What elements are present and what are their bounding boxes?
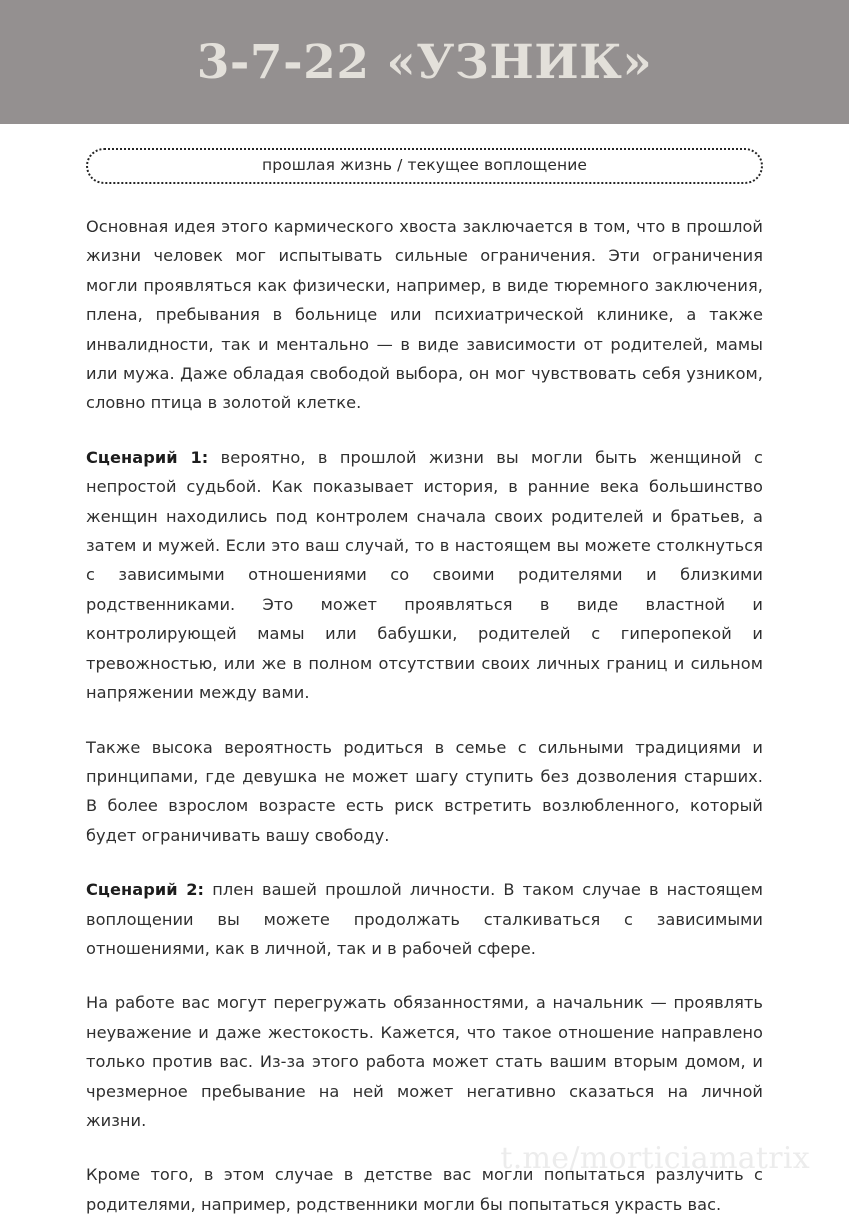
subtitle-badge-label: прошлая жизнь / текущее воплощение — [261, 156, 588, 175]
paragraph-work — [86, 988, 763, 1135]
badge-container — [86, 124, 763, 184]
paragraph-text: Также высока вероятность родиться в семье с сильными традициями и принципами, где девушка не может шагу ступить без дозволения старших. В более взрослом возрасте есть риск встретить возлюбленного, который будет ограничивать вашу свободу. — [86, 737, 763, 845]
paragraph-text: плен вашей прошлой личности. В таком случае в настоящем воплощении вы можете продолжать сталкиваться с зависимыми отношениями, как в личной, так и в рабочей сфере. — [86, 880, 763, 958]
page-title: 3-7-22 «УЗНИК» — [196, 34, 653, 90]
paragraph-text: Основная идея этого кармического хвоста заключается в том, что в прошлой жизни человек мог испытывать сильные ограничения. Эти ограничения могли проявляться как физически, например, в виде тюремного заключения, плена, пребывания в больнице или психиатрической клинике, а также инвалидности, так и ментально — в виде зависимости от родителей, мамы или мужа. Даже обладая свободой выбора, он мог чувствовать себя узником, словно птица в золотой клетке. — [86, 217, 763, 413]
paragraph-lead: Сценарий 1: — [86, 447, 209, 467]
subtitle-badge — [86, 148, 763, 184]
paragraph-scenario-1 — [86, 443, 763, 708]
channel-watermark: t.me/morticiamatrix — [500, 1141, 810, 1176]
header-banner — [0, 0, 849, 124]
paragraph-scenario-2 — [86, 875, 763, 963]
paragraph-traditions — [86, 733, 763, 851]
document-content — [0, 124, 849, 1219]
paragraph-lead: Сценарий 2: — [86, 880, 205, 900]
paragraph-intro — [86, 212, 763, 418]
paragraph-text: вероятно, в прошлой жизни вы могли быть женщиной с непростой судьбой. Как показывает история, в ранние века большинство женщин находились под контролем сначала своих родителей и братьев, а затем и мужей. Если это ваш случай, то в настоящем вы можете столкнуться с зависимыми отношениями со своими родителями и близкими родственниками. Это может проявляться в виде властной и контролирующей мамы или бабушки, родителей с гиперопекой и тревожностью, или же в полном отсутствии своих личных границ и сильном напряжении между вами. — [86, 447, 763, 703]
paragraph-text: Кроме того, в этом случае в детстве вас могли попытаться разлучить с родителями, например, родственники могли бы попытаться украсть вас. — [86, 1165, 763, 1214]
body-copy — [86, 184, 763, 1219]
paragraph-text: На работе вас могут перегружать обязанностями, а начальник — проявлять неуважение и даже жестокость. Кажется, что такое отношение направлено только против вас. Из-за этого работа может стать вашим вторым домом, и чрезмерное пребывание на ней может негативно сказаться на личной жизни. — [86, 993, 763, 1130]
